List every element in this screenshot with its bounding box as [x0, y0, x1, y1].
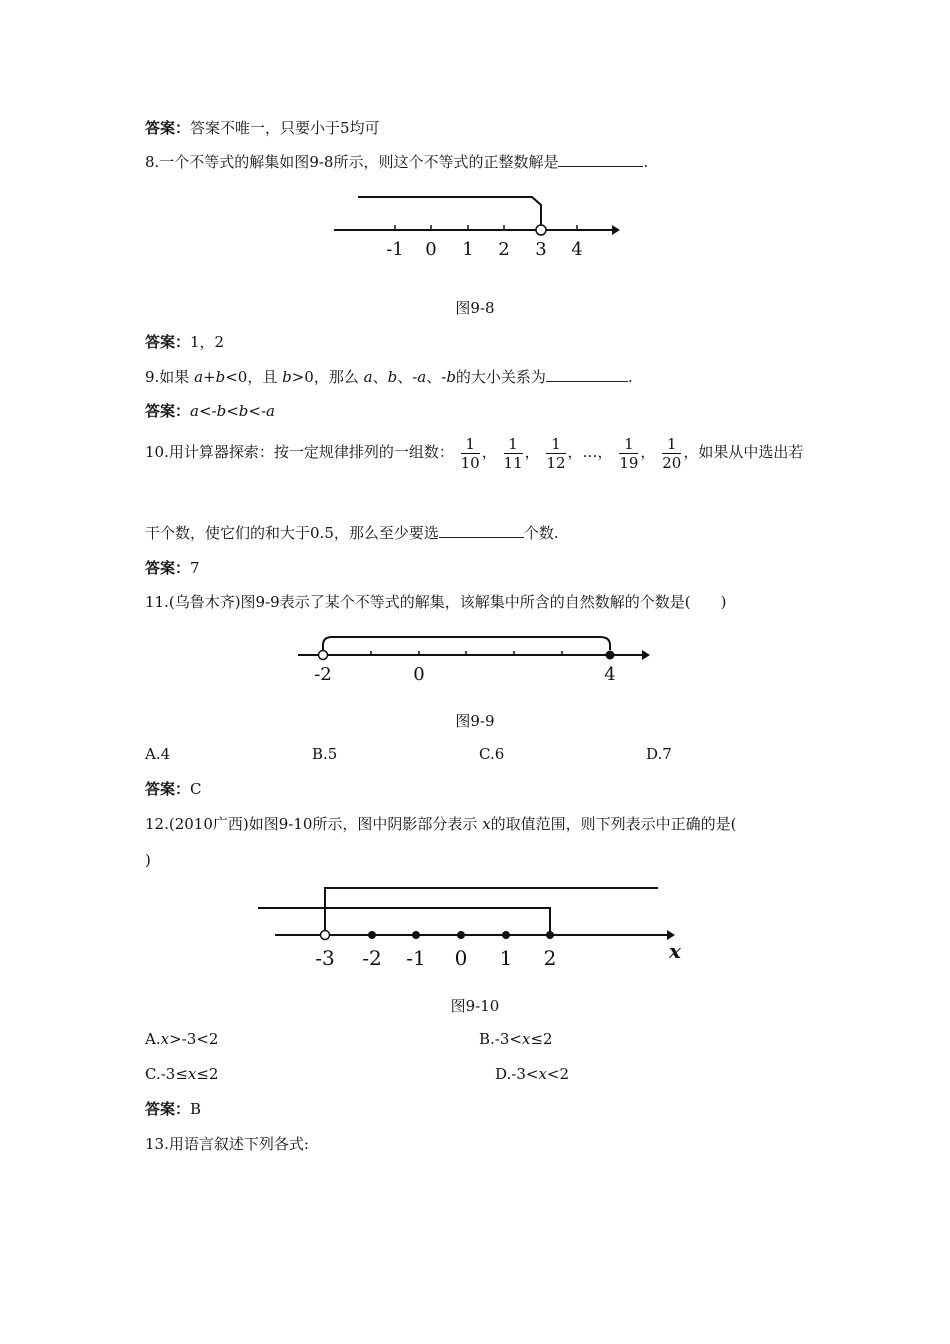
upper-range-line	[325, 888, 658, 932]
fraction: $\frac{1}{11}$	[503, 434, 523, 472]
question-10-line2: 干个数，使它们的和大于0.5，那么至少要选 个数.	[145, 524, 559, 542]
point-0	[457, 931, 465, 939]
number-line-9-10	[255, 880, 695, 975]
point-2	[546, 931, 554, 939]
point-neg2	[368, 931, 376, 939]
option-b: B.5	[312, 745, 338, 763]
answer-7	[145, 118, 380, 138]
question-10: 10.用计算器探索：按一定规律排列的一组数： $\frac{1}{10}$ ， $\frac{1}{11}$ ， $\frac{1}{12}$ ，…， $\frac{1}{19}$ ， $\frac{1}{20}$ ，如果从中选出若	[145, 434, 804, 472]
lower-range-line	[258, 908, 550, 932]
tick-label: -2	[314, 664, 332, 685]
axis-arrow	[612, 225, 620, 235]
tick-label: 3	[535, 239, 547, 260]
answer-blank	[546, 367, 628, 382]
fraction: $\frac{1}{20}$	[662, 434, 682, 472]
number-line-9-9	[290, 625, 660, 687]
option-c: C.6	[479, 745, 505, 763]
figure-caption: 图9-9	[455, 712, 495, 730]
question-11: 11.(乌鲁木齐)图9-9表示了某个不等式的解集，该解集中所含的自然数解的个数是( )	[145, 593, 727, 611]
tick-label: 1	[499, 946, 513, 970]
answer-label: 答案：	[145, 119, 191, 137]
open-circle-neg3	[321, 931, 330, 940]
answer-8: 答案：1，2	[145, 333, 225, 351]
figure-caption: 图9-8	[455, 299, 495, 317]
option-d: D.-3<x<2	[495, 1065, 570, 1083]
fraction: $\frac{1}{19}$	[619, 434, 639, 472]
tick-label: -3	[315, 946, 335, 970]
answer-11: 答案：C	[145, 780, 202, 798]
answer-9: 答案：a<-b<b<-a	[145, 402, 275, 420]
question-text: 8.一个不等式的解集如图9-8所示，则这个不等式的正整数解是	[145, 153, 559, 171]
option-d: D.7	[646, 745, 672, 763]
answer-10: 答案：7	[145, 559, 200, 577]
tick-label: 0	[454, 946, 468, 970]
tick-label: -1	[386, 239, 404, 260]
answer-blank	[558, 152, 643, 167]
solution-bracket	[358, 197, 541, 225]
solution-bracket	[323, 637, 610, 650]
closed-circle-4	[606, 651, 615, 660]
point-neg1	[412, 931, 420, 939]
option-c: C.-3≤x≤2	[145, 1065, 219, 1083]
tick-label: 4	[571, 239, 583, 260]
open-circle-neg2	[319, 651, 328, 660]
tick-label: 2	[498, 239, 510, 260]
question-9: 9.如果 a+b<0，且 b>0，那么 a、b、-a、-b的大小关系为 .	[145, 368, 633, 386]
open-circle-3	[536, 225, 546, 235]
question-13: 13.用语言叙述下列各式:	[145, 1135, 309, 1153]
question-12: 12.(2010广西)如图9-10所示，图中阴影部分表示 x的取值范围，则下列表示中正确的是(	[145, 815, 737, 833]
tick-label: 0	[413, 664, 425, 685]
tick-label: -2	[362, 946, 382, 970]
axis-arrow	[642, 650, 650, 660]
figure-caption: 图9-10	[450, 997, 500, 1015]
answer-text: 答案不唯一，只要小于5均可	[190, 119, 380, 137]
answer-12: 答案：B	[145, 1100, 202, 1118]
number-line-9-8	[320, 185, 630, 265]
tick-label: 4	[604, 664, 616, 685]
fraction: $\frac{1}{10}$	[460, 434, 480, 472]
option-b: B.-3<x≤2	[479, 1030, 553, 1048]
answer-blank	[439, 523, 524, 538]
tick-label: 0	[425, 239, 437, 260]
tick-label: 2	[543, 946, 557, 970]
tick-label: -1	[406, 946, 426, 970]
fraction: $\frac{1}{12}$	[546, 434, 566, 472]
question-12-line2: )	[145, 851, 151, 869]
axis-label-x: x	[669, 939, 681, 963]
tick-label: 1	[462, 239, 474, 260]
point-1	[502, 931, 510, 939]
question-8: 8.一个不等式的解集如图9-8所示，则这个不等式的正整数解是 .	[145, 153, 649, 171]
option-a: A.4	[145, 745, 171, 763]
option-a: A.x>-3<2	[145, 1030, 219, 1048]
